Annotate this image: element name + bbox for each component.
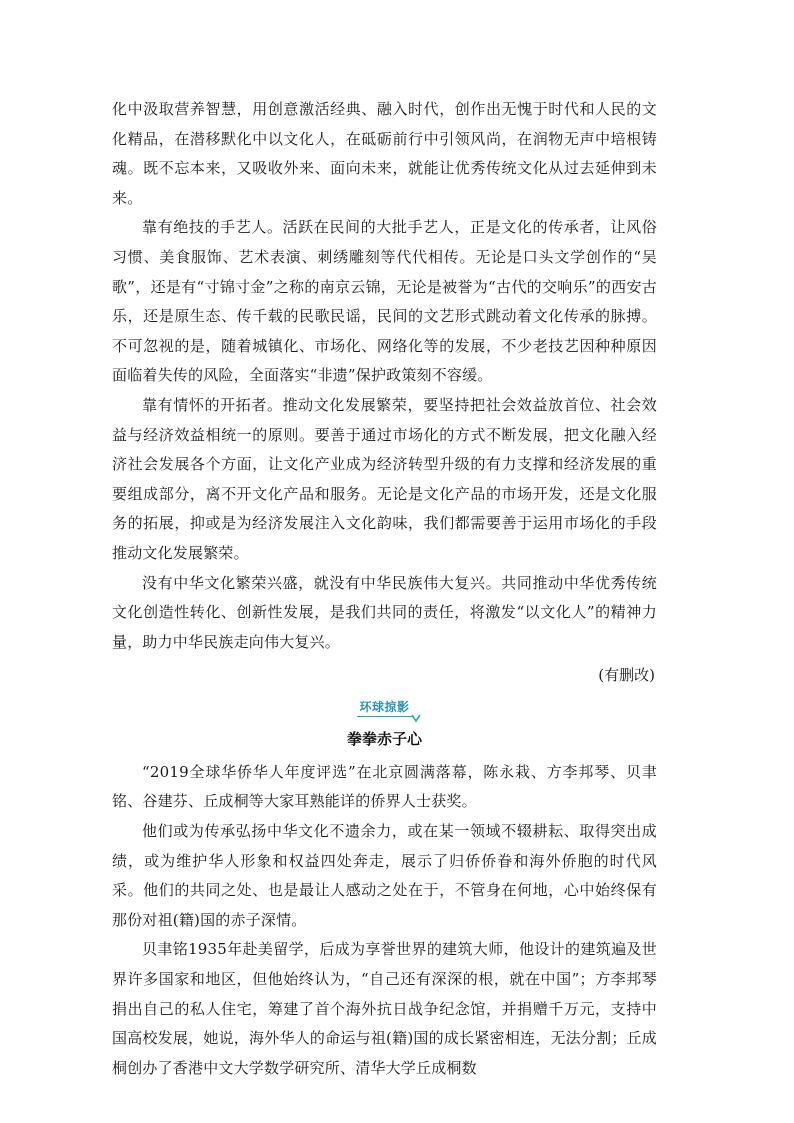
article2-paragraph-3: 贝聿铭1935年赴美留学，后成为享誉世界的建筑大师，他设计的建筑遍及世界许多国家和地区，但他始终认为，“自己还有深深的根，就在中国”；方李邦琴捐出自己的私人住宅，筹建了首个海外抗日战争纪念馆，并捐赠千万元，支持中国高校发展，她说，海外华人的命运与祖(籍)国的成长紧密相连，无法分割；丘成桐创办了香港中文大学数学研究所、清华大学丘成桐数	[112, 940, 657, 1077]
article1-paragraph-2: 靠有绝技的手艺人。活跃在民间的大批手艺人，正是文化的传承者，让风俗习惯、美食服饰、艺术表演、刺绣雕刻等代代相传。无论是口头文学创作的“吴歌”，还是有“寸锦寸金”之称的南京云锦，无论是被誉为“古代的交响乐”的西安古乐，还是原生态、传千载的民歌民谣，民间的文艺形式跳动着文化传承的脉搏。不可忽视的是，随着城镇化、市场化、网络化等的发展，不少老技艺因种种原因面临着失传的风险，全面落实“非遗”保护政策刻不容缓。	[112, 218, 657, 385]
section-tag-label-wrap	[357, 696, 411, 717]
section-tag	[112, 695, 657, 717]
article1-paragraph-4: 没有中华文化繁荣兴盛，就没有中华民族伟大复兴。共同推动中华优秀传统文化创造性转化、创新性发展，是我们共同的责任，将激发“以文化人”的精神力量，助力中华民族走向伟大复兴。	[112, 573, 657, 651]
article2-paragraph-1: “2019全球华侨华人年度评选”在北京圆满落幕，陈永栽、方李邦琴、贝聿铭、谷建芬、丘成桐等大家耳熟能详的侨界人士获奖。	[112, 762, 657, 811]
document-page	[112, 95, 657, 1083]
article-title: 拳拳赤子心	[346, 729, 422, 748]
article2-paragraph-2: 他们或为传承弘扬中华文化不遗余力，或在某一领域不辍耕耘、取得突出成绩，或为维护华人形象和权益四处奔走，展示了归侨侨眷和海外侨胞的时代风采。他们的共同之处、也是最让人感动之处在于，不管身在何地，心中始终保有那份对祖(籍)国的赤子深情。	[112, 822, 657, 929]
article1-paragraph-3: 靠有情怀的开拓者。推动文化发展繁荣，要坚持把社会效益放首位、社会效益与经济效益相统一的原则。要善于通过市场化的方式不断发展，把文化融入经济社会发展各个方面，让文化产业成为经济转型升级的有力支撑和经济发展的重要组成部分，离不开文化产品和服务。无论是文化产品的市场开发，还是文化服务的拓展，抑或是为经济发展注入文化韵味，我们都需要善于运用市场化的手段推动文化发展繁荣。	[112, 395, 657, 562]
article1-paragraph-1: 化中汲取营养智慧，用创意激活经典、融入时代，创作出无愧于时代和人民的文化精品，在潜移默化中以文化人，在砥砺前行中引领风尚，在润物无声中培根铸魂。既不忘本来，又吸收外来、面向未来，就能让优秀传统文化从过去延伸到未来。	[112, 100, 657, 207]
section-tag-label: 环球掠影	[359, 699, 410, 714]
revision-note: (有删改)	[598, 666, 655, 685]
chevron-down-icon	[411, 713, 421, 723]
